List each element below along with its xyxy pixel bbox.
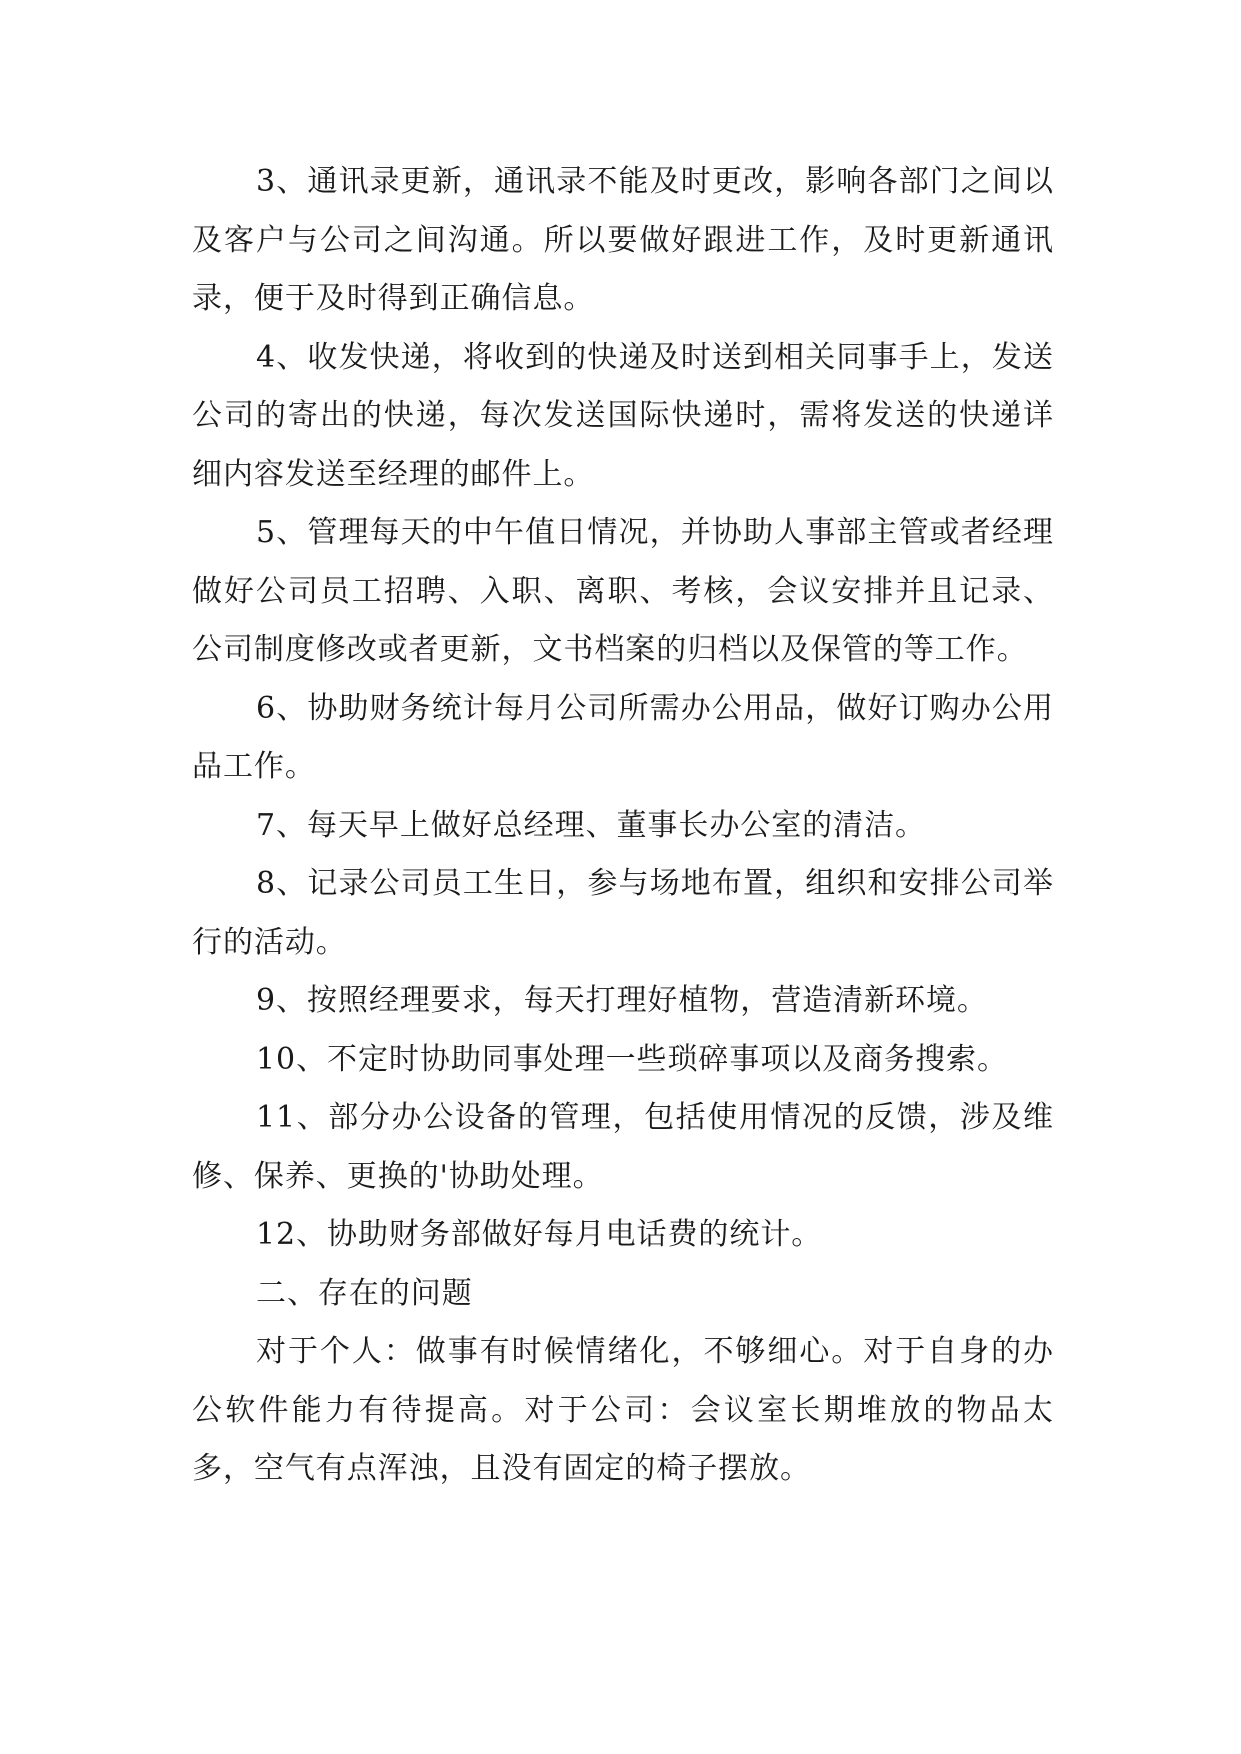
paragraph-item-9: 9、按照经理要求，每天打理好植物，营造清新环境。 [256,983,988,1018]
paragraph-item-6: 6、协助财务统计每月公司所需办公用品，做好订购办公用品工作。 [192,690,1054,784]
paragraph-item-11: 11、部分办公设备的管理，包括使用情况的反馈，涉及维修、保养、更换的'协助处理。 [192,1100,1054,1194]
document-body [192,153,1054,1499]
section-heading-problems: 二、存在的问题 [256,1275,473,1311]
paragraph-item-12: 12、协助财务部做好每月电话费的统计。 [256,1217,823,1252]
paragraph-problems-detail: 对于个人：做事有时候情绪化，不够细心。对于自身的办公软件能力有待提高。对于公司：会议室长期堆放的物品太多，空气有点浑浊，且没有固定的椅子摆放。 [192,1334,1054,1486]
paragraph-item-4: 4、收发快递，将收到的快递及时送到相关同事手上，发送公司的寄出的快递，每次发送国际快递时，需将发送的快递详细内容发送至经理的邮件上。 [192,339,1054,492]
paragraph-item-3: 3、通讯录更新，通讯录不能及时更改，影响各部门之间以及客户与公司之间沟通。所以要做好跟进工作，及时更新通讯录，便于及时得到正确信息。 [192,164,1054,316]
paragraph-item-5: 5、管理每天的中午值日情况，并协助人事部主管或者经理做好公司员工招聘、入职、离职、考核，会议安排并且记录、公司制度修改或者更新，文书档案的归档以及保管的等工作。 [192,515,1054,667]
paragraph-item-10: 10、不定时协助同事处理一些琐碎事项以及商务搜索。 [256,1041,1008,1077]
paragraph-item-8: 8、记录公司员工生日，参与场地布置，组织和安排公司举行的活动。 [192,866,1054,960]
paragraph-item-7: 7、每天早上做好总经理、董事长办公室的清洁。 [256,807,926,843]
